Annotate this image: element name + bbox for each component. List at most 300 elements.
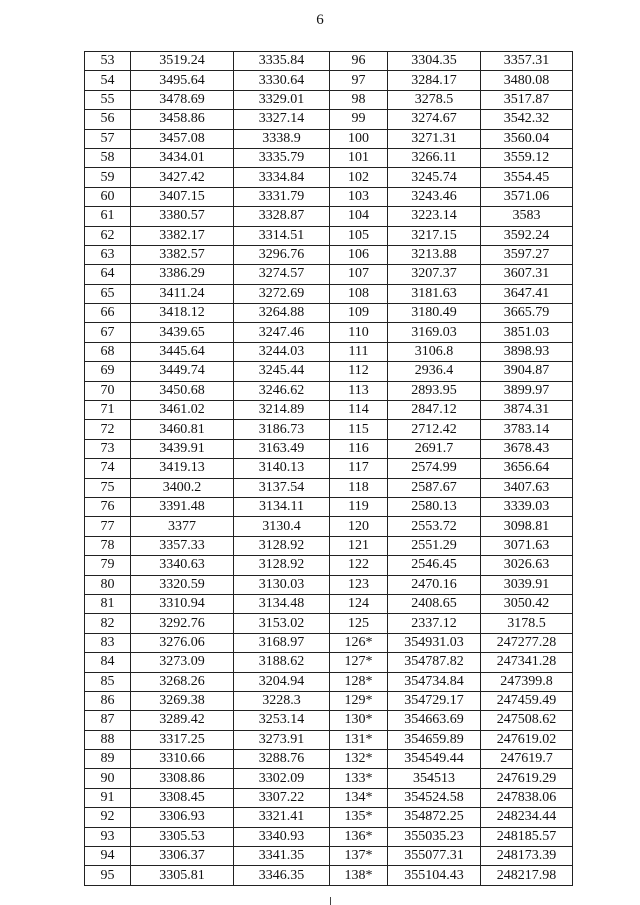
x-value-right-cell: 3181.63 [388,284,481,303]
table-row [85,284,573,303]
y-value-left-cell: 3134.11 [234,497,330,516]
point-number-right-cell: 129* [330,691,388,710]
point-number-right-cell: 119 [330,497,388,516]
x-value-left-cell: 3310.66 [131,750,234,769]
y-value-left-cell: 3335.84 [234,52,330,71]
table-row [85,653,573,672]
x-value-left-cell: 3310.94 [131,594,234,613]
y-value-left-cell: 3186.73 [234,420,330,439]
x-value-right-cell: 3245.74 [388,168,481,187]
y-value-right-cell: 247619.02 [481,730,573,749]
x-value-right-cell: 3266.11 [388,148,481,167]
point-number-right-cell: 122 [330,556,388,575]
x-value-left-cell: 3478.69 [131,90,234,109]
x-value-right-cell: 3180.49 [388,304,481,323]
y-value-right-cell: 3583 [481,207,573,226]
y-value-left-cell: 3245.44 [234,362,330,381]
y-value-right-cell: 3571.06 [481,187,573,206]
point-number-left-cell: 57 [85,129,131,148]
table-body [85,52,573,886]
point-number-right-cell: 100 [330,129,388,148]
point-number-left-cell: 82 [85,614,131,633]
x-value-right-cell: 354734.84 [388,672,481,691]
y-value-left-cell: 3327.14 [234,110,330,129]
x-value-left-cell: 3495.64 [131,71,234,90]
table-row [85,788,573,807]
table-row [85,459,573,478]
table-row [85,556,573,575]
point-number-left-cell: 62 [85,226,131,245]
point-number-right-cell: 121 [330,536,388,555]
y-value-left-cell: 3328.87 [234,207,330,226]
point-number-right-cell: 99 [330,110,388,129]
y-value-left-cell: 3273.91 [234,730,330,749]
point-number-left-cell: 80 [85,575,131,594]
x-value-left-cell: 3458.86 [131,110,234,129]
point-number-left-cell: 83 [85,633,131,652]
x-value-left-cell: 3418.12 [131,304,234,323]
y-value-left-cell: 3228.3 [234,691,330,710]
y-value-right-cell: 3783.14 [481,420,573,439]
y-value-left-cell: 3130.4 [234,517,330,536]
y-value-right-cell: 247459.49 [481,691,573,710]
x-value-left-cell: 3461.02 [131,401,234,420]
y-value-right-cell: 3678.43 [481,439,573,458]
x-value-right-cell: 3243.46 [388,187,481,206]
table-row [85,730,573,749]
y-value-right-cell: 3480.08 [481,71,573,90]
x-value-right-cell: 3278.5 [388,90,481,109]
x-value-right-cell: 354787.82 [388,653,481,672]
x-value-left-cell: 3400.2 [131,478,234,497]
point-number-right-cell: 115 [330,420,388,439]
x-value-right-cell: 354663.69 [388,711,481,730]
point-number-right-cell: 131* [330,730,388,749]
x-value-right-cell: 2551.29 [388,536,481,555]
table-row [85,168,573,187]
table-row [85,808,573,827]
y-value-right-cell: 247277.28 [481,633,573,652]
y-value-right-cell: 3407.63 [481,478,573,497]
x-value-right-cell: 2553.72 [388,517,481,536]
y-value-left-cell: 3137.54 [234,478,330,497]
x-value-right-cell: 355077.31 [388,847,481,866]
y-value-left-cell: 3338.9 [234,129,330,148]
table-row [85,323,573,342]
x-value-right-cell: 2847.12 [388,401,481,420]
point-number-left-cell: 59 [85,168,131,187]
x-value-left-cell: 3391.48 [131,497,234,516]
point-number-right-cell: 107 [330,265,388,284]
point-number-left-cell: 90 [85,769,131,788]
point-number-left-cell: 58 [85,148,131,167]
y-value-left-cell: 3335.79 [234,148,330,167]
x-value-right-cell: 3274.67 [388,110,481,129]
point-number-right-cell: 108 [330,284,388,303]
table-row [85,594,573,613]
point-number-left-cell: 70 [85,381,131,400]
point-number-left-cell: 87 [85,711,131,730]
point-number-right-cell: 125 [330,614,388,633]
point-number-right-cell: 130* [330,711,388,730]
table-row [85,129,573,148]
x-value-left-cell: 3305.53 [131,827,234,846]
y-value-right-cell: 247399.8 [481,672,573,691]
point-number-left-cell: 69 [85,362,131,381]
point-number-left-cell: 53 [85,52,131,71]
x-value-left-cell: 3382.17 [131,226,234,245]
x-value-left-cell: 3320.59 [131,575,234,594]
y-value-left-cell: 3163.49 [234,439,330,458]
x-value-left-cell: 3305.81 [131,866,234,885]
point-number-right-cell: 112 [330,362,388,381]
table-row [85,265,573,284]
table-row [85,226,573,245]
x-value-right-cell: 354872.25 [388,808,481,827]
y-value-left-cell: 3340.93 [234,827,330,846]
table-row [85,52,573,71]
y-value-left-cell: 3253.14 [234,711,330,730]
x-value-left-cell: 3308.86 [131,769,234,788]
point-number-left-cell: 71 [85,401,131,420]
point-number-right-cell: 116 [330,439,388,458]
x-value-left-cell: 3357.33 [131,536,234,555]
point-number-right-cell: 96 [330,52,388,71]
y-value-right-cell: 3656.64 [481,459,573,478]
point-number-right-cell: 106 [330,245,388,264]
y-value-left-cell: 3302.09 [234,769,330,788]
y-value-right-cell: 3592.24 [481,226,573,245]
x-value-right-cell: 3223.14 [388,207,481,226]
point-number-right-cell: 104 [330,207,388,226]
table-row [85,866,573,885]
point-number-left-cell: 64 [85,265,131,284]
table-row [85,536,573,555]
point-number-right-cell: 135* [330,808,388,827]
x-value-right-cell: 354659.89 [388,730,481,749]
y-value-right-cell: 3098.81 [481,517,573,536]
point-number-left-cell: 73 [85,439,131,458]
y-value-left-cell: 3246.62 [234,381,330,400]
point-number-right-cell: 111 [330,342,388,361]
x-value-left-cell: 3276.06 [131,633,234,652]
x-value-left-cell: 3439.91 [131,439,234,458]
table-row [85,691,573,710]
table-row [85,401,573,420]
point-number-right-cell: 105 [330,226,388,245]
y-value-left-cell: 3331.79 [234,187,330,206]
point-number-right-cell: 134* [330,788,388,807]
x-value-left-cell: 3434.01 [131,148,234,167]
y-value-left-cell: 3314.51 [234,226,330,245]
point-number-right-cell: 137* [330,847,388,866]
x-value-left-cell: 3386.29 [131,265,234,284]
point-number-left-cell: 67 [85,323,131,342]
y-value-right-cell: 3026.63 [481,556,573,575]
y-value-right-cell: 3874.31 [481,401,573,420]
y-value-right-cell: 3542.32 [481,110,573,129]
point-number-left-cell: 78 [85,536,131,555]
point-number-right-cell: 102 [330,168,388,187]
table-row [85,633,573,652]
table-row [85,517,573,536]
y-value-right-cell: 3898.93 [481,342,573,361]
x-value-right-cell: 3207.37 [388,265,481,284]
y-value-right-cell: 247619.7 [481,750,573,769]
y-value-right-cell: 3851.03 [481,323,573,342]
y-value-right-cell: 3071.63 [481,536,573,555]
y-value-right-cell: 3339.03 [481,497,573,516]
y-value-right-cell: 248217.98 [481,866,573,885]
x-value-left-cell: 3445.64 [131,342,234,361]
table-row [85,497,573,516]
table-row [85,575,573,594]
point-number-right-cell: 97 [330,71,388,90]
point-number-right-cell: 126* [330,633,388,652]
x-value-left-cell: 3382.57 [131,245,234,264]
x-value-right-cell: 2470.16 [388,575,481,594]
table-row [85,672,573,691]
point-number-left-cell: 89 [85,750,131,769]
x-value-right-cell: 2337.12 [388,614,481,633]
x-value-right-cell: 2712.42 [388,420,481,439]
x-value-left-cell: 3450.68 [131,381,234,400]
y-value-left-cell: 3214.89 [234,401,330,420]
table-row [85,362,573,381]
x-value-right-cell: 2580.13 [388,497,481,516]
y-value-left-cell: 3346.35 [234,866,330,885]
table-row [85,245,573,264]
point-number-right-cell: 132* [330,750,388,769]
y-value-right-cell: 247838.06 [481,788,573,807]
page-number: 6 [316,12,324,28]
x-value-left-cell: 3419.13 [131,459,234,478]
y-value-left-cell: 3288.76 [234,750,330,769]
point-number-right-cell: 123 [330,575,388,594]
y-value-left-cell: 3168.97 [234,633,330,652]
x-value-left-cell: 3292.76 [131,614,234,633]
point-number-right-cell: 101 [330,148,388,167]
y-value-right-cell: 247341.28 [481,653,573,672]
point-number-left-cell: 91 [85,788,131,807]
y-value-left-cell: 3153.02 [234,614,330,633]
point-number-left-cell: 92 [85,808,131,827]
y-value-right-cell: 3597.27 [481,245,573,264]
table-row [85,342,573,361]
x-value-right-cell: 2691.7 [388,439,481,458]
x-value-right-cell: 3106.8 [388,342,481,361]
x-value-right-cell: 354931.03 [388,633,481,652]
y-value-right-cell: 3904.87 [481,362,573,381]
coordinates-table [84,51,573,886]
x-value-left-cell: 3317.25 [131,730,234,749]
point-number-left-cell: 85 [85,672,131,691]
y-value-left-cell: 3188.62 [234,653,330,672]
table-row [85,420,573,439]
point-number-left-cell: 54 [85,71,131,90]
x-value-left-cell: 3457.08 [131,129,234,148]
point-number-left-cell: 93 [85,827,131,846]
table-row [85,207,573,226]
y-value-right-cell: 3560.04 [481,129,573,148]
point-number-left-cell: 79 [85,556,131,575]
y-value-right-cell: 3039.91 [481,575,573,594]
point-number-right-cell: 109 [330,304,388,323]
point-number-left-cell: 81 [85,594,131,613]
point-number-right-cell: 117 [330,459,388,478]
y-value-left-cell: 3244.03 [234,342,330,361]
x-value-right-cell: 2574.99 [388,459,481,478]
x-value-left-cell: 3427.42 [131,168,234,187]
x-value-left-cell: 3308.45 [131,788,234,807]
point-number-right-cell: 136* [330,827,388,846]
point-number-left-cell: 74 [85,459,131,478]
point-number-left-cell: 65 [85,284,131,303]
x-value-right-cell: 3284.17 [388,71,481,90]
y-value-right-cell: 3050.42 [481,594,573,613]
y-value-left-cell: 3321.41 [234,808,330,827]
table-row [85,827,573,846]
point-number-left-cell: 55 [85,90,131,109]
y-value-right-cell: 3357.31 [481,52,573,71]
x-value-left-cell: 3449.74 [131,362,234,381]
point-number-right-cell: 114 [330,401,388,420]
y-value-left-cell: 3329.01 [234,90,330,109]
point-number-right-cell: 127* [330,653,388,672]
y-value-right-cell: 3517.87 [481,90,573,109]
x-value-left-cell: 3380.57 [131,207,234,226]
y-value-left-cell: 3341.35 [234,847,330,866]
x-value-left-cell: 3289.42 [131,711,234,730]
y-value-left-cell: 3334.84 [234,168,330,187]
y-value-right-cell: 3559.12 [481,148,573,167]
y-value-left-cell: 3130.03 [234,575,330,594]
point-number-left-cell: 68 [85,342,131,361]
x-value-left-cell: 3340.63 [131,556,234,575]
point-number-right-cell: 103 [330,187,388,206]
table-row [85,110,573,129]
point-number-right-cell: 120 [330,517,388,536]
y-value-right-cell: 248185.57 [481,827,573,846]
x-value-left-cell: 3306.37 [131,847,234,866]
y-value-right-cell: 247508.62 [481,711,573,730]
x-value-left-cell: 3407.15 [131,187,234,206]
y-value-left-cell: 3128.92 [234,536,330,555]
point-number-right-cell: 124 [330,594,388,613]
table-row [85,439,573,458]
table-row [85,381,573,400]
table-row [85,71,573,90]
table-row [85,187,573,206]
x-value-right-cell: 3217.15 [388,226,481,245]
y-value-right-cell: 3647.41 [481,284,573,303]
y-value-left-cell: 3128.92 [234,556,330,575]
y-value-left-cell: 3204.94 [234,672,330,691]
point-number-left-cell: 63 [85,245,131,264]
point-number-right-cell: 118 [330,478,388,497]
table-row [85,90,573,109]
y-value-right-cell: 3899.97 [481,381,573,400]
y-value-left-cell: 3134.48 [234,594,330,613]
x-value-left-cell: 3439.65 [131,323,234,342]
table-row [85,614,573,633]
x-value-right-cell: 2408.65 [388,594,481,613]
x-value-right-cell: 2936.4 [388,362,481,381]
point-number-left-cell: 76 [85,497,131,516]
x-value-left-cell: 3519.24 [131,52,234,71]
table-row [85,478,573,497]
point-number-right-cell: 128* [330,672,388,691]
y-value-right-cell: 3554.45 [481,168,573,187]
point-number-right-cell: 138* [330,866,388,885]
point-number-left-cell: 94 [85,847,131,866]
x-value-left-cell: 3269.38 [131,691,234,710]
point-number-left-cell: 84 [85,653,131,672]
table-row [85,769,573,788]
y-value-left-cell: 3140.13 [234,459,330,478]
x-value-left-cell: 3377 [131,517,234,536]
x-value-right-cell: 2546.45 [388,556,481,575]
x-value-left-cell: 3460.81 [131,420,234,439]
point-number-left-cell: 88 [85,730,131,749]
table-row [85,148,573,167]
x-value-right-cell: 2893.95 [388,381,481,400]
x-value-right-cell: 354524.58 [388,788,481,807]
x-value-right-cell: 354513 [388,769,481,788]
y-value-right-cell: 3607.31 [481,265,573,284]
point-number-left-cell: 77 [85,517,131,536]
y-value-left-cell: 3264.88 [234,304,330,323]
x-value-right-cell: 354729.17 [388,691,481,710]
x-value-right-cell: 3169.03 [388,323,481,342]
y-value-left-cell: 3247.46 [234,323,330,342]
x-value-right-cell: 354549.44 [388,750,481,769]
x-value-left-cell: 3268.26 [131,672,234,691]
x-value-left-cell: 3411.24 [131,284,234,303]
y-value-left-cell: 3274.57 [234,265,330,284]
y-value-right-cell: 3178.5 [481,614,573,633]
x-value-right-cell: 2587.67 [388,478,481,497]
y-value-right-cell: 247619.29 [481,769,573,788]
point-number-left-cell: 72 [85,420,131,439]
y-value-right-cell: 3665.79 [481,304,573,323]
x-value-left-cell: 3273.09 [131,653,234,672]
y-value-left-cell: 3272.69 [234,284,330,303]
point-number-left-cell: 66 [85,304,131,323]
point-number-left-cell: 86 [85,691,131,710]
x-value-right-cell: 3271.31 [388,129,481,148]
x-value-right-cell: 355035.23 [388,827,481,846]
table-row [85,304,573,323]
table-row [85,711,573,730]
point-number-left-cell: 61 [85,207,131,226]
x-value-right-cell: 3304.35 [388,52,481,71]
point-number-left-cell: 95 [85,866,131,885]
point-number-left-cell: 75 [85,478,131,497]
point-number-left-cell: 60 [85,187,131,206]
x-value-right-cell: 355104.43 [388,866,481,885]
y-value-left-cell: 3330.64 [234,71,330,90]
point-number-right-cell: 110 [330,323,388,342]
x-value-left-cell: 3306.93 [131,808,234,827]
y-value-right-cell: 248234.44 [481,808,573,827]
x-value-right-cell: 3213.88 [388,245,481,264]
y-value-left-cell: 3307.22 [234,788,330,807]
point-number-right-cell: 133* [330,769,388,788]
table-row [85,847,573,866]
y-value-left-cell: 3296.76 [234,245,330,264]
point-number-right-cell: 113 [330,381,388,400]
